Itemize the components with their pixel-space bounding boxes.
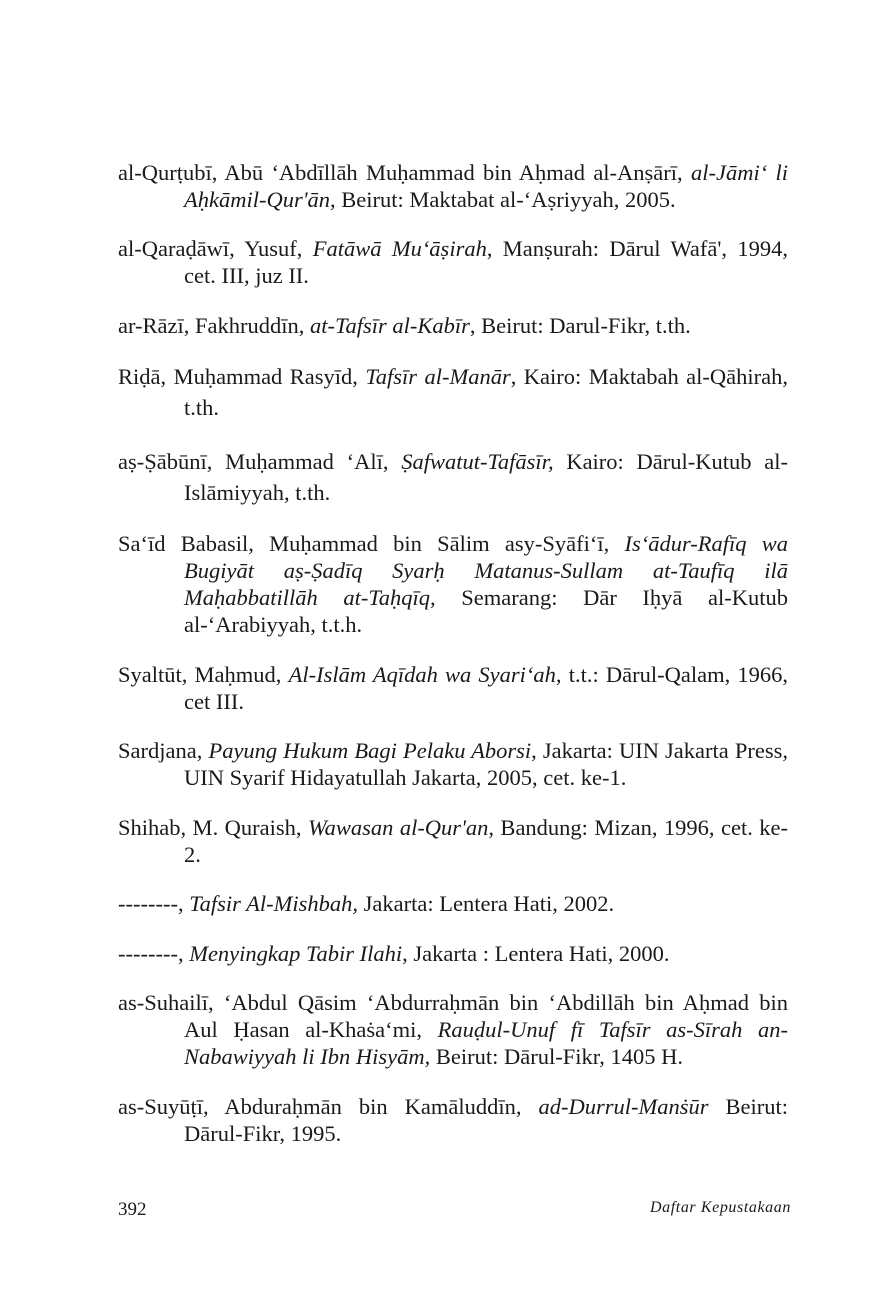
entry-title: ad-Durrul-Manṡūr [538, 1093, 709, 1119]
bibliography-entry: Sa‘īd Babasil, Muḥammad bin Sālim asy-Syāfi‘ī, Is‘ādur-Rafīq wa Bugiyāt aṣ-Ṣadīq Syarḥ Matanus-Sullam at-Taufīq ilā Maḥabbatillāh at-Taḥqīq, Semarang: Dār Iḥyā al-Kutub al-‘Arabiyyah, t.t.h. [118, 531, 788, 637]
page-number: 392 [118, 1199, 147, 1220]
bibliography-entry: as-Suyūṭī, Abduraḥmān bin Kamāluddīn, ad-Durrul-Manṡūr Beirut: Dārul-Fikr, 1995. [118, 1093, 788, 1146]
bibliography-entry: Shihab, M. Quraish, Wawasan al-Qur'an, Bandung: Mizan, 1996, cet. ke-2. [118, 814, 788, 867]
entry-title: Fatāwā Mu‘āṣirah [312, 236, 487, 261]
entry-title: Ṣafwatut-Tafāsīr, [401, 448, 554, 474]
entry-title: Tafsīr al-Manār [365, 364, 511, 389]
entry-title: Wawasan al-Qur'an, [307, 814, 494, 840]
bibliography-entry: Syaltūt, Maḥmud, Al-Islām Aqīdah wa Syari‘ah, t.t.: Dārul-Qalam, 1966, cet III. [118, 661, 789, 714]
bibliography-entry: --------, Tafsir Al-Mishbah, Jakarta: Lentera Hati, 2002. [118, 891, 615, 916]
bibliography-entry: --------, Menyingkap Tabir Ilahi, Jakarta : Lentera Hati, 2000. [118, 940, 670, 966]
entry-title: Payung Hukum Bagi Pelaku Aborsi [208, 738, 532, 763]
bibliography-entry: aṣ-Ṣābūnī, Muḥammad ‘Alī, Ṣafwatut-Tafāsīr, Kairo: Dārul-Kutub al-Islāmiyyah, t.th. [118, 448, 789, 505]
bibliography-entry: al-Qurṭubī, Abū ‘Abdīllāh Muḥammad bin Aḥmad al-Anṣārī, al-Jāmi‘ li Aḥkāmil-Qur'ān, Beirut: Maktabat al-‘Aṣriyyah, 2005. [118, 159, 788, 212]
entry-title: Menyingkap Tabir Ilahi [189, 940, 403, 966]
bibliography-entry: ar-Rāzī, Fakhruddīn, at-Tafsīr al-Kabīr, Beirut: Darul-Fikr, t.th. [118, 312, 691, 338]
entry-title: al-Jāmi‘ li Aḥkāmil-Qur'ān [184, 159, 788, 212]
bibliography-entry: as-Suhailī, ‘Abdul Qāsim ‘Abdurraḥmān bin ‘Abdillāh bin Aḥmad bin Aul Ḥasan al-Khaṡa‘mi, Rauḍul-Unuf fī Tafsīr as-Sīrah an-Nabawiyyah li Ibn Hisyām, Beirut: Dārul-Fikr, 1405 H. [118, 990, 788, 1069]
bibliography-entry: Riḍā, Muḥammad Rasyīd, Tafsīr al-Manār, Kairo: Maktabah al-Qāhirah, t.th. [118, 364, 788, 420]
bibliography-entry: Sardjana, Payung Hukum Bagi Pelaku Aborsi, Jakarta: UIN Jakarta Press, UIN Syarif Hidayatullah Jakarta, 2005, cet. ke-1. [118, 738, 788, 790]
entry-title: Rauḍul-Unuf fī Tafsīr as-Sīrah an-Nabawiyyah li Ibn Hisyām, [184, 1017, 788, 1069]
bibliography-entry: al-Qaraḍāwī, Yusuf, Fatāwā Mu‘āṣirah, Manṣurah: Dārul Wafā', 1994, cet. III, juz II. [118, 236, 788, 288]
bibliography-list [118, 136, 788, 1164]
entry-title: at-Tafsīr al-Kabīr [310, 312, 470, 338]
entry-title: Al-Islām Aqīdah wa Syari‘ah, [288, 661, 562, 687]
entry-title: Tafsir Al-Mishbah, [189, 891, 358, 916]
entry-title: Is‘ādur-Rafīq wa Bugiyāt aṣ-Ṣadīq Syarḥ Matanus-Sullam at-Taufīq ilā Maḥabbatillāh at-Taḥqīq, [184, 531, 788, 610]
running-title: Daftar Kepustakaan [649, 1199, 791, 1216]
